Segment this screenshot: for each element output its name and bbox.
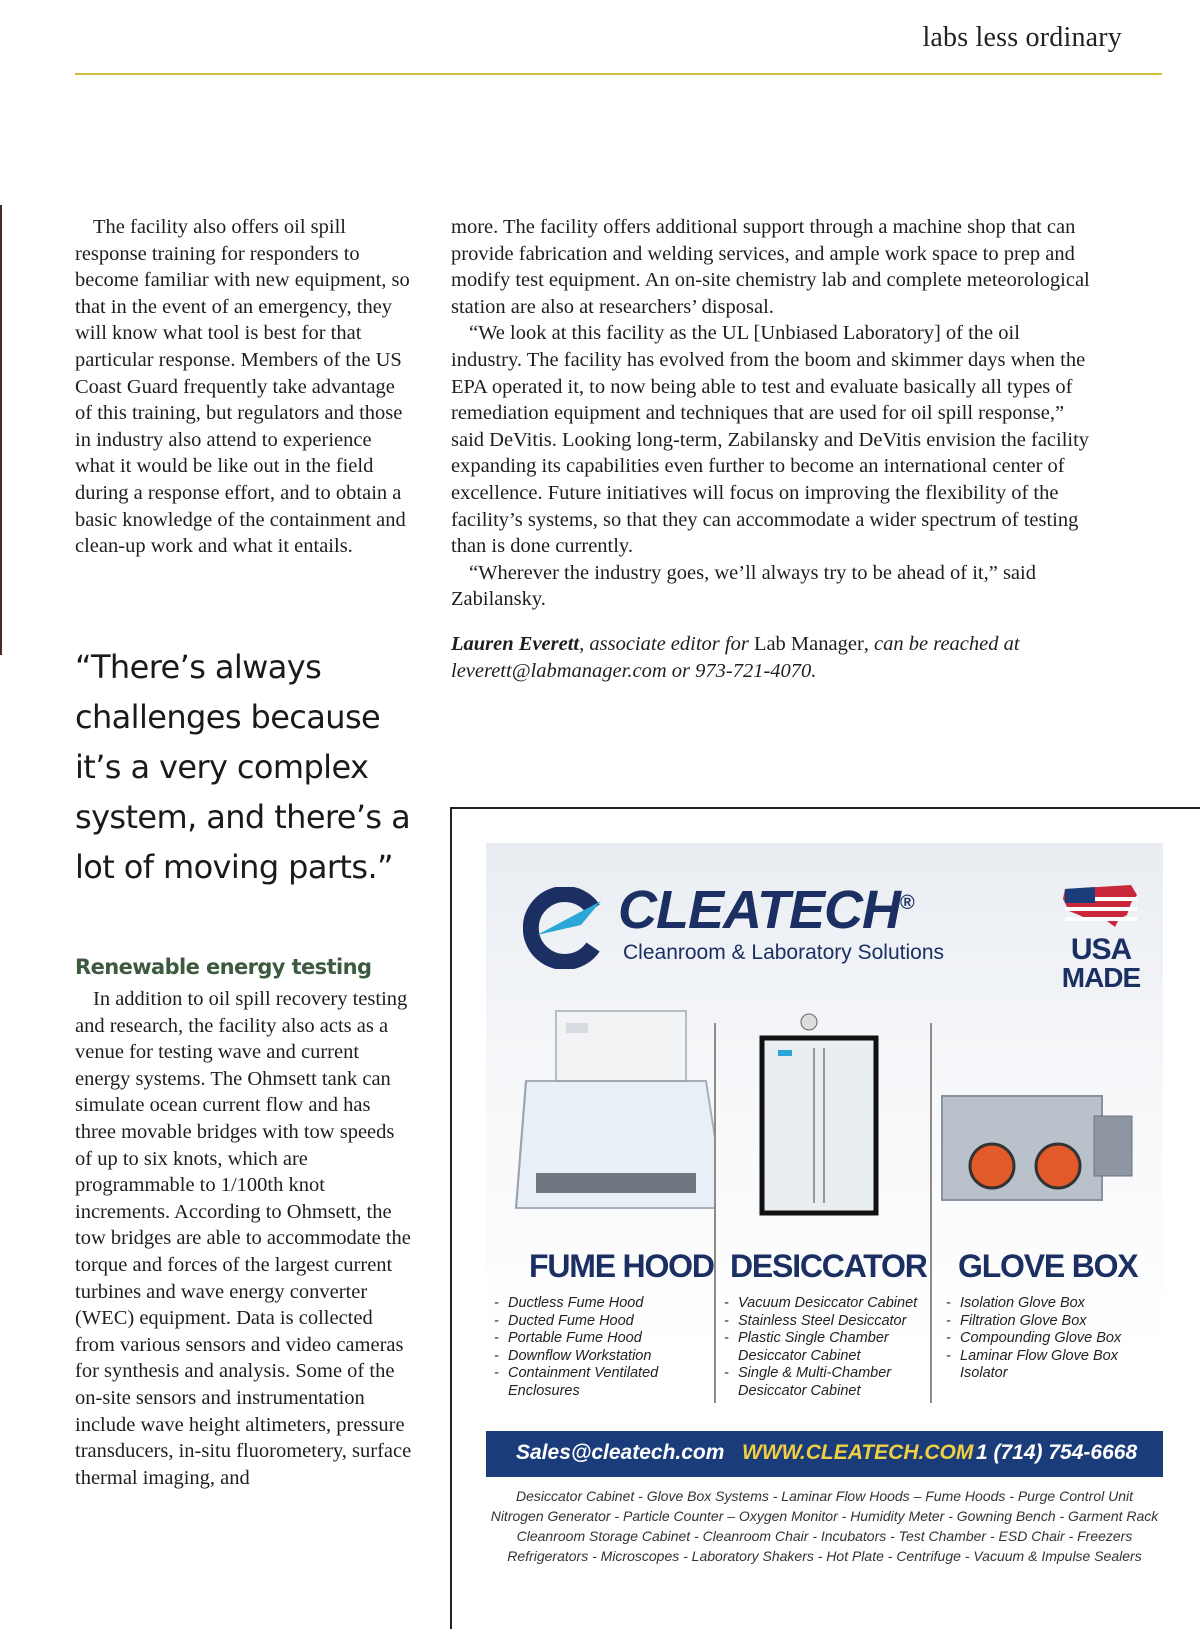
fume-hood-column bbox=[494, 1248, 714, 1400]
list-item: - Compounding Glove Box bbox=[946, 1330, 1145, 1348]
ad-brand-text: CLEATECH bbox=[618, 880, 900, 940]
footer-line: Cleanroom Storage Cabinet - Cleanroom Chair - Incubators - Test Chamber - ESD Chair - Freezers bbox=[516, 1528, 1133, 1544]
usa-badge-line-2: MADE bbox=[1061, 962, 1141, 993]
body-paragraph: “Wherever the industry goes, we’ll always try to be ahead of it,” said Zabilansky. bbox=[451, 561, 1036, 611]
list-item: - Containment Ventilated Enclosures bbox=[494, 1365, 683, 1400]
list-item: - Ductless Fume Hood bbox=[494, 1295, 714, 1313]
list-item: - Stainless Steel Desiccator bbox=[724, 1313, 927, 1331]
section-subheading: Renewable energy testing bbox=[75, 955, 372, 979]
byline-magazine: Lab Manager bbox=[753, 632, 864, 655]
footer-line: Refrigerators - Microscopes - Laboratory Shakers - Hot Plate - Centrifuge - Vacuum & Impulse Sealers bbox=[507, 1548, 1142, 1564]
ad-phone-number[interactable]: 1 (714) 754-6668 bbox=[976, 1441, 1138, 1464]
list-item: - Isolation Glove Box bbox=[946, 1295, 1145, 1313]
ad-website-link[interactable]: WWW.CLEATECH.COM bbox=[742, 1441, 974, 1464]
body-paragraph: The facility also offers oil spill response training for responders to become familiar with new equipment, so that in the event of an emergency, they will know what tool is best for that particular response. Members of the US Coast Guard frequently take advantage of this training, but regulators and those in industry also attend to experience what it would be like out in the field during a response effort, and to obtain a basic knowledge of the containment and clean-up work and what it entails. bbox=[75, 216, 410, 558]
list-item: - Downflow Workstation bbox=[494, 1348, 714, 1366]
product-divider bbox=[930, 1023, 932, 1403]
usa-map-flag-icon bbox=[1061, 881, 1139, 929]
product-divider bbox=[714, 1023, 716, 1403]
pull-quote: “There’s always challenges because it’s a very complex system, and there’s a lot of moving parts.” bbox=[75, 648, 411, 886]
glove-box-column bbox=[946, 1248, 1145, 1383]
ad-product-footer bbox=[486, 1486, 1163, 1566]
fume-hood-image bbox=[506, 1003, 716, 1218]
ad-brand-name bbox=[618, 879, 914, 941]
header-rule bbox=[75, 73, 1162, 75]
byline-role: , associate editor for bbox=[579, 632, 754, 655]
list-item: - Single & Multi-Chamber Desiccator Cabinet bbox=[724, 1365, 903, 1400]
fume-hood-list bbox=[494, 1295, 714, 1400]
list-item: - Ducted Fume Hood bbox=[494, 1313, 714, 1331]
list-item: - Plastic Single Chamber Desiccator Cabinet bbox=[724, 1330, 903, 1365]
usa-badge-line-1: USA bbox=[1070, 933, 1132, 966]
page-edge-mark bbox=[0, 205, 2, 655]
ad-tagline: Cleanroom & Laboratory Solutions bbox=[623, 941, 945, 964]
list-item: - Vacuum Desiccator Cabinet bbox=[724, 1295, 927, 1313]
glove-box-title: GLOVE BOX bbox=[958, 1248, 1138, 1284]
body-paragraph: “We look at this facility as the UL [Unbiased Laboratory] of the oil industry. The facility has evolved from the boom and skimmer days when the EPA operated it, to now being able to test and evaluate basically all types of remediation equipment and techniques that are used for oil spill response,” said DeVitis. Looking long-term, Zabilansky and DeVitis envision the facility expanding its capabilities even further to become an international center of excellence. Future initiatives will focus on improving the flexibility of the facility’s systems, so that they can accommodate a wider spectrum of testing than is done currently. bbox=[451, 322, 1090, 558]
left-column-bottom bbox=[75, 986, 413, 1491]
desiccator-column bbox=[724, 1248, 927, 1400]
list-item: - Filtration Glove Box bbox=[946, 1313, 1145, 1331]
glove-box-image bbox=[934, 1088, 1139, 1208]
cleatech-logo-icon bbox=[523, 887, 605, 969]
glove-box-list bbox=[946, 1295, 1145, 1383]
list-item: - Portable Fume Hood bbox=[494, 1330, 714, 1348]
body-paragraph: more. The facility offers additional support through a machine shop that can provide fabrication and welding services, and ample work space to prep and modify test equipment. An on-site chemistry lab and complete meteorological station are also at researchers’ disposal. bbox=[451, 216, 1090, 318]
footer-line: Desiccator Cabinet - Glove Box Systems - Laminar Flow Hoods – Fume Hoods - Purge Control Unit bbox=[515, 1488, 1133, 1504]
byline-contact: , can be reached at leverett@labmanager.com or 973-721-4070. bbox=[451, 632, 1020, 682]
desiccator-list bbox=[724, 1295, 927, 1400]
ad-contact-bar bbox=[486, 1431, 1163, 1477]
cleatech-advertisement[interactable] bbox=[486, 843, 1163, 1573]
list-item: - Laminar Flow Glove Box Isolator bbox=[946, 1348, 1145, 1383]
ad-email-link[interactable]: Sales@cleatech.com bbox=[516, 1441, 725, 1464]
byline-author: Lauren Everett bbox=[451, 632, 580, 655]
right-column bbox=[451, 214, 1091, 684]
footer-line: Nitrogen Generator - Particle Counter – Oxygen Monitor - Humidity Meter - Gowning Bench - Garment Rack bbox=[490, 1508, 1159, 1524]
left-column-top bbox=[75, 214, 413, 560]
section-title: labs less ordinary bbox=[922, 22, 1122, 53]
fume-hood-title: FUME HOOD bbox=[529, 1248, 714, 1284]
registered-mark: ® bbox=[900, 892, 914, 914]
author-byline bbox=[451, 631, 1091, 684]
body-paragraph: In addition to oil spill recovery testing and research, the facility also acts as a venue for testing wave and current energy systems. The Ohmsett tank can simulate ocean current flow and has three movable bridges with tow speeds of up to six knots, which are programmable to 1/100th knot increments. According to Ohmsett, the tow bridges are able to accommodate the torque and forces of the largest current turbines and wave energy converter (WEC) equipment. Data is collected from various sensors and video cameras for synthesis and analysis. Some of the on-site sensors and instrumentation include wave height altimeters, pressure transducers, in-situ fluorometery, surface thermal imaging, and bbox=[75, 988, 412, 1489]
desiccator-title: DESICCATOR bbox=[730, 1248, 927, 1284]
desiccator-image bbox=[754, 1008, 884, 1218]
